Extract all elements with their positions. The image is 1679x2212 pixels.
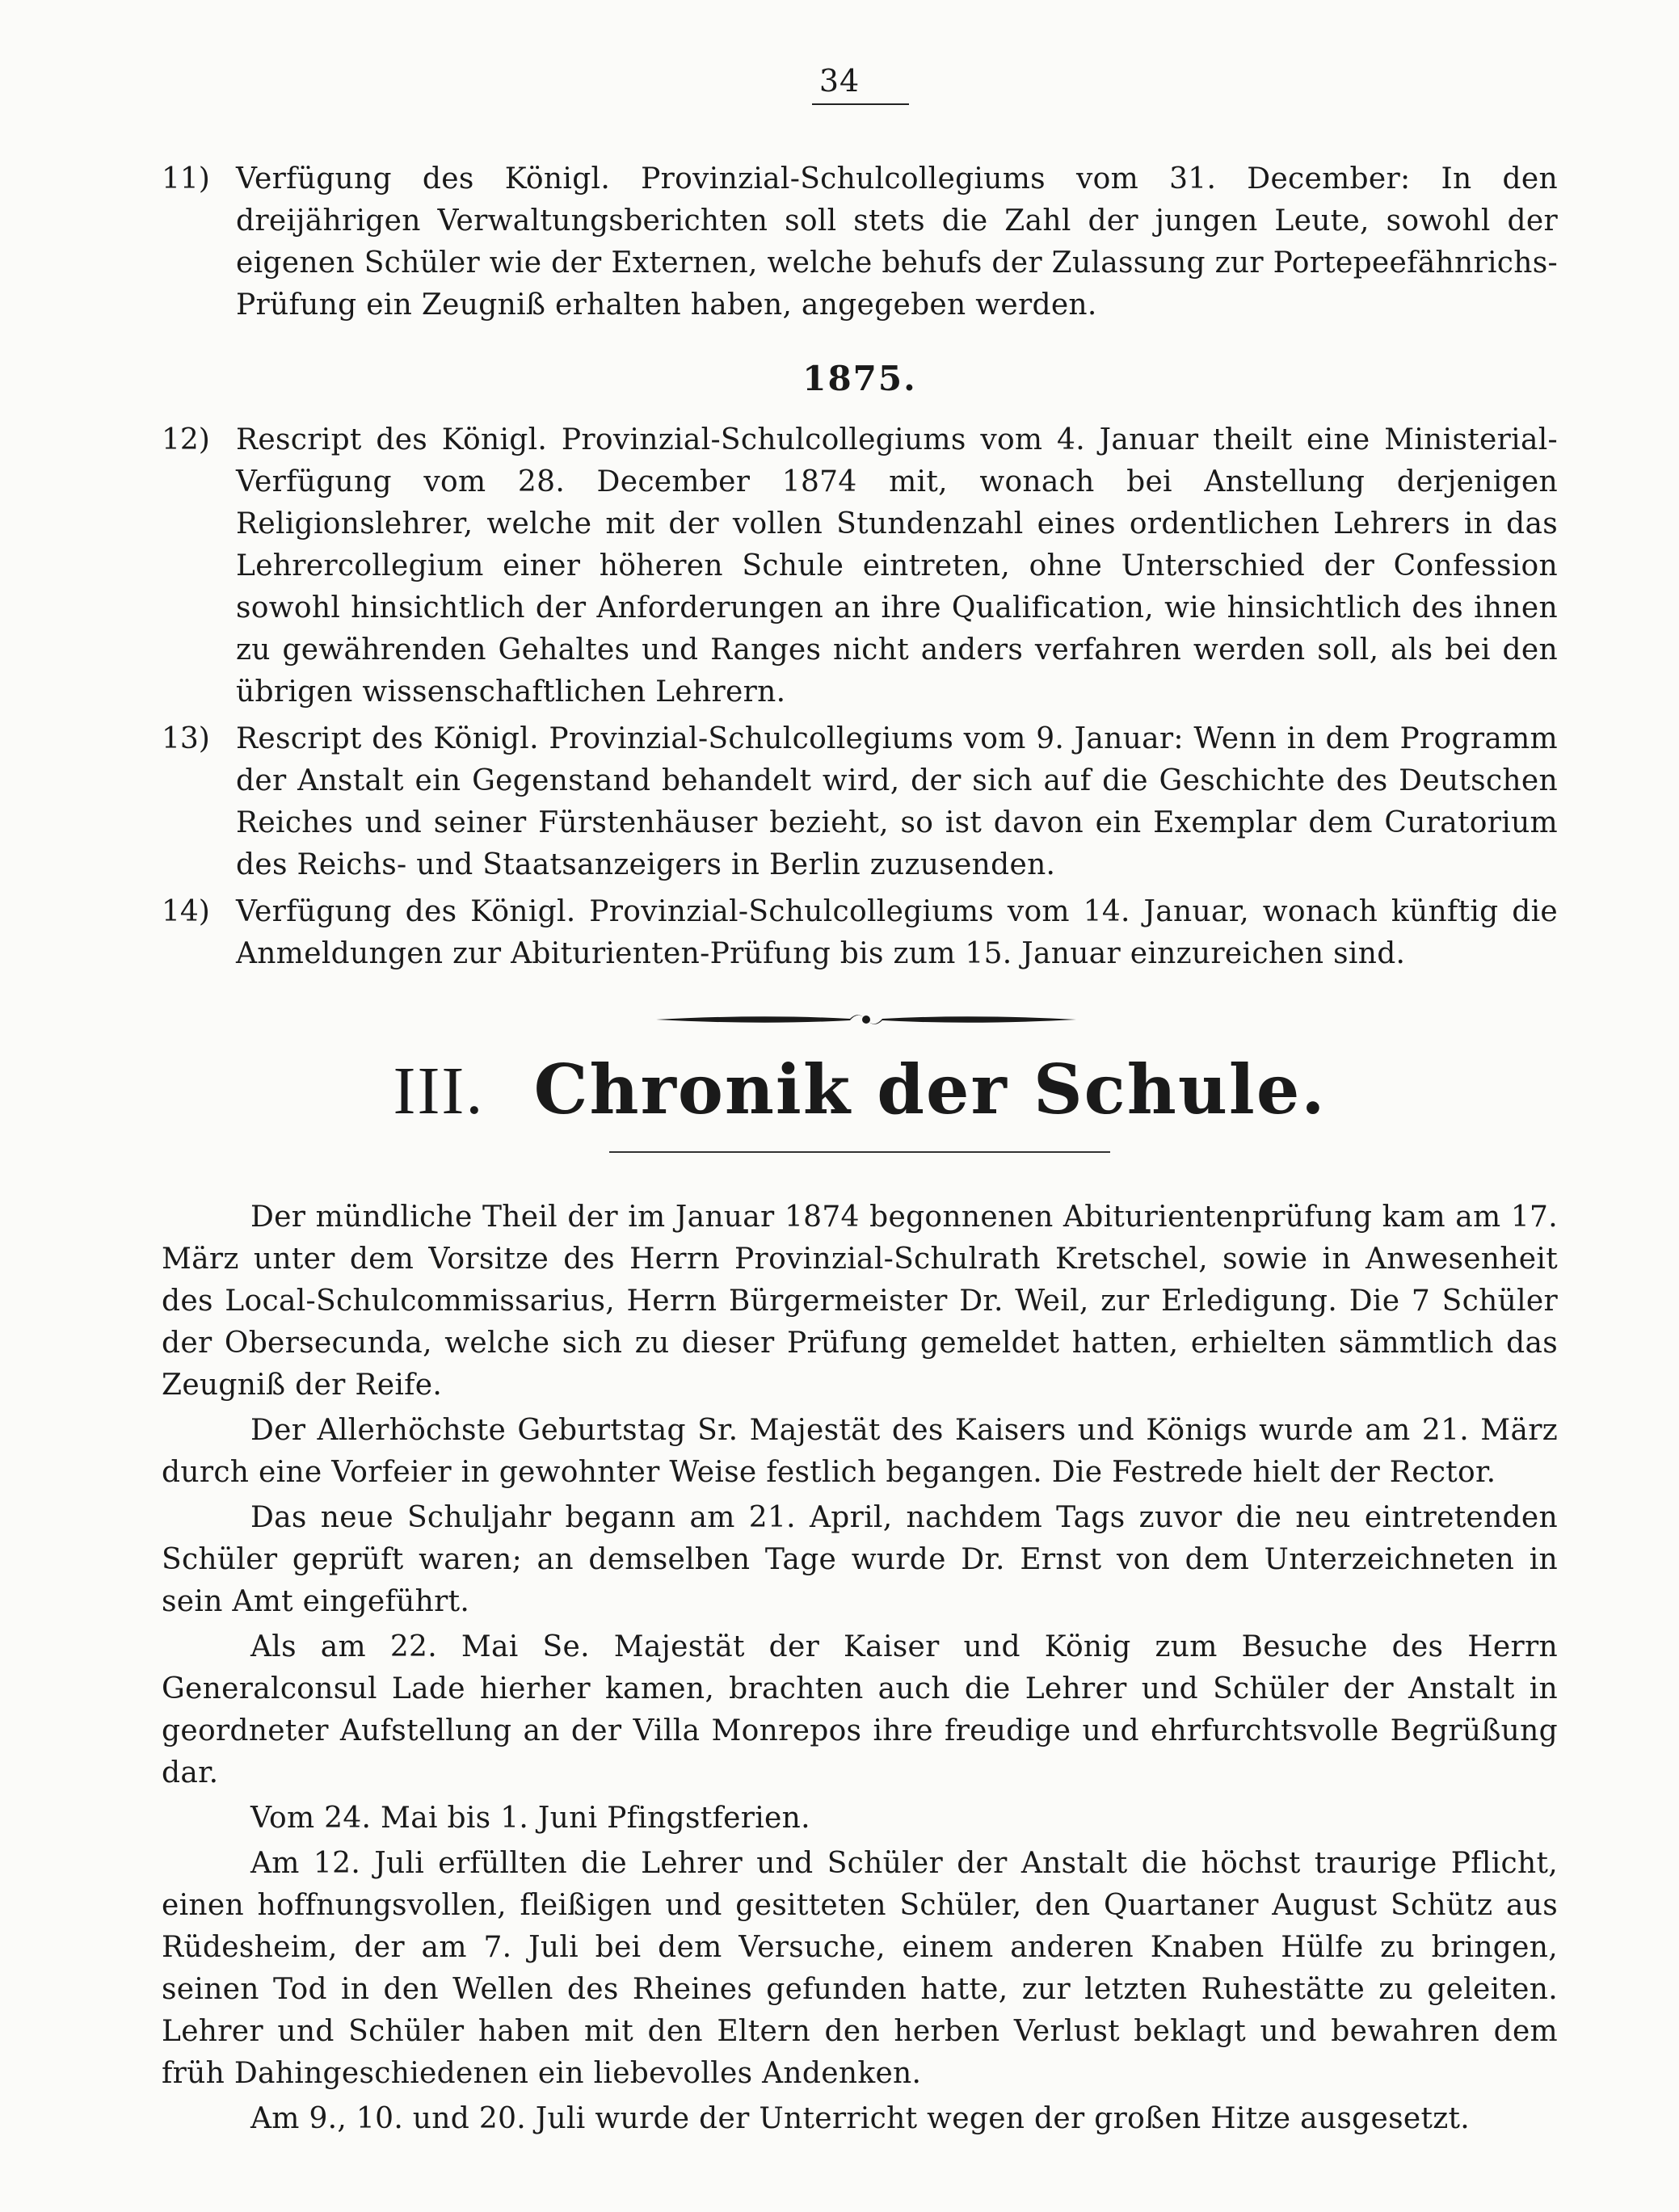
chronicle-paragraph: Der mündliche Theil der im Januar 1874 begonnenen Abiturientenprüfung kam am 17. März unter dem Vorsitze des Herrn Provinzial-Schulrath Kretschel, sowie in Anwesenheit des Local-Schulcommissarius, Herrn Bürgermeister Dr. Weil, zur Erledigung. Die 7 Schüler der Obersecunda, welche sich zu dieser Prüfung gemeldet hatten, erhielten sämmtlich das Zeugniß der Reife. — [162, 1201, 1558, 1402]
list-item — [162, 891, 1558, 975]
section-title-rule — [609, 1151, 1110, 1153]
item-number: 14) — [162, 895, 210, 928]
item-text: Rescript des Königl. Provinzial-Schulcollegiums vom 4. Januar theilt eine Ministerial-Verfügung vom 28. December 1874 mit, wonach bei Anstellung derjenigen Religionslehrer, welche mit der vollen Stundenzahl eines ordentlichen Lehrers in das Lehrercollegium einer höheren Schule eintreten, ohne Unterschied der Confession sowohl hinsichtlich der Anforderungen an ihre Qualification, wie hinsichtlich des ihnen zu gewährenden Gehaltes und Ranges nicht anders verfahren werden soll, als bei den übrigen wissenschaftlichen Lehrern. — [236, 423, 1558, 709]
chronicle-paragraph: Das neue Schuljahr begann am 21. April, nachdem Tags zuvor die neu eintretenden Schüler geprüft waren; an demselben Tage wurde Dr. Ernst von dem Unterzeichneten in sein Amt eingeführt. — [162, 1501, 1558, 1618]
chronicle-paragraph: Als am 22. Mai Se. Majestät der Kaiser und König zum Besuche des Herrn Generalconsul Lade hierher kamen, brachten auch die Lehrer und Schüler der Anstalt in geordneter Aufstellung an der Villa Monrepos ihre freudige und ehrfurchtsvolle Begrüßung dar. — [162, 1630, 1558, 1789]
item-text: Verfügung des Königl. Provinzial-Schulcollegiums vom 14. Januar, wonach künftig die Anmeldungen zur Abiturienten-Prüfung bis zum 15. Januar einzureichen sind. — [236, 895, 1558, 970]
item-number: 13) — [162, 722, 210, 755]
item-text: Rescript des Königl. Provinzial-Schulcollegiums vom 9. Januar: Wenn in dem Programm der Anstalt ein Gegenstand behandelt wird, der sich auf die Geschichte des Deutschen Reiches und seiner Fürstenhäuser bezieht, so ist davon ein Exemplar dem Curatorium des Reichs- und Staatsanzeigers in Berlin zuzusenden. — [236, 722, 1558, 881]
section-title: Chronik der Schule. — [533, 1049, 1327, 1129]
item-text: Verfügung des Königl. Provinzial-Schulcollegiums vom 31. December: In den dreijährigen Verwaltungsberichten soll stets die Zahl der jungen Leute, sowohl der eigenen Schüler wie der Externen, welche behufs der Zulassung zur Portepeefähnrichs-Prüfung ein Zeugniß erhalten haben, angegeben werden. — [236, 162, 1558, 322]
page-number-underline — [812, 103, 909, 105]
chronicle-paragraph: Am 12. Juli erfüllten die Lehrer und Schüler der Anstalt die höchst traurige Pflicht, einen hoffnungsvollen, fleißigen und gesitteten Schüler, den Quartaner August Schütz aus Rüdesheim, der am 7. Juli bei dem Versuche, einem anderen Knaben Hülfe zu bringen, seinen Tod in den Wellen des Rheines gefunden hatte, zur letzten Ruhestätte zu geleiten. Lehrer und Schüler haben mit den Eltern den herben Verlust beklagt und bewahren dem früh Dahingeschiedenen ein liebevolles Andenken. — [162, 1847, 1558, 2090]
chronicle-paragraph: Am 9., 10. und 20. Juli wurde der Unterricht wegen der großen Hitze ausgesetzt. — [250, 2102, 1471, 2135]
section-heading — [162, 1049, 1558, 1132]
chronicle-paragraph: Vom 24. Mai bis 1. Juni Pfingstferien. — [250, 1802, 810, 1835]
year-heading: 1875. — [802, 359, 917, 398]
list-item — [162, 718, 1558, 886]
section-numeral: III. — [393, 1053, 485, 1129]
item-number: 11) — [162, 162, 210, 196]
chronicle-paragraph: Der Allerhöchste Geburtstag Sr. Majestät des Kaisers und Königs wurde am 21. März durch eine Vorfeier in gewohnter Weise festlich begangen. Die Festrede hielt der Rector. — [162, 1414, 1558, 1489]
list-item — [162, 419, 1558, 713]
page-content — [162, 158, 1558, 2143]
list-item — [162, 158, 1558, 326]
page-number: 34 — [818, 63, 861, 99]
ornament-icon — [656, 1007, 1076, 1032]
ornamental-divider — [162, 1007, 1558, 1032]
item-number: 12) — [162, 423, 210, 456]
